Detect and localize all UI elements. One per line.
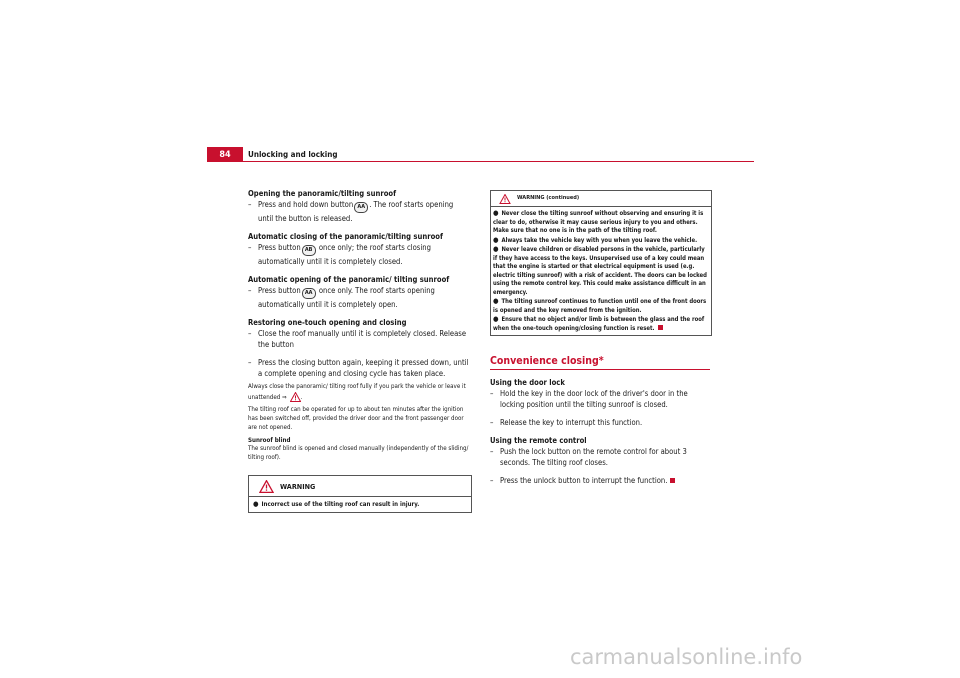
warning-item (493, 245, 709, 297)
key-aa-icon: AA (302, 288, 316, 299)
bullet-icon: ● (493, 297, 499, 305)
step-text: Release the key to interrupt this function. (500, 418, 643, 427)
dash: – (248, 243, 252, 252)
key-ab-icon: AB (302, 245, 316, 256)
warning-continued-body (491, 207, 711, 335)
dash: – (248, 329, 252, 338)
warning-box (248, 475, 472, 514)
dash: – (248, 286, 252, 295)
note-text: Always close the panoramic/ tilting roof fully if you park the vehicle or leave it unattended ⇒ (248, 383, 466, 401)
warning-item (253, 500, 467, 510)
bullet-icon: ● (493, 315, 499, 323)
warning-item-text: Incorrect use of the tilting roof can result in injury. (261, 500, 420, 508)
step-restoring-1 (248, 328, 470, 350)
running-head: Unlocking and locking (248, 150, 338, 159)
step-text: Push the lock button on the remote control for about 3 seconds. The tilting roof closes. (500, 447, 687, 467)
step-auto-closing (248, 242, 470, 267)
warning-item (493, 297, 709, 315)
warning-continued-title: WARNING (continued) (517, 195, 580, 201)
heading-opening: Opening the panoramic/tilting sunroof (248, 189, 397, 198)
heading-auto-closing: Automatic closing of the panoramic/tilting sunroof (248, 232, 443, 241)
left-column (248, 188, 470, 513)
watermark: carmanualsonline.info (570, 645, 803, 669)
warning-continued-header (491, 191, 711, 206)
step-restoring-2 (248, 357, 470, 379)
warning-item-text: Never leave children or disabled persons in the vehicle, particularly if they have access to the keys. Unsupervised use of a key could mean that the engine is started or that electrical equipment is used (e.g. electric tilting sunroof) with a risk of accident. The doors can be locked using the remote control key. This could make assistance difficult in an emergency. (493, 247, 707, 296)
end-marker-icon (670, 478, 675, 483)
warning-header (249, 476, 471, 496)
right-column-warning (490, 190, 710, 336)
step-text: Press the unlock button to interrupt the function. (500, 476, 668, 485)
end-marker-icon (658, 325, 663, 330)
warning-triangle-icon (290, 392, 301, 402)
step-text: . The roof starts opening until the button is released. (258, 200, 454, 223)
step-text: Press the closing button again, keeping it pressed down, until a complete opening and closing cycle has taken place. (258, 358, 469, 378)
note-close-roof (248, 383, 470, 402)
bullet-icon: ● (253, 499, 259, 508)
warning-triangle-icon (499, 194, 511, 204)
warning-item (493, 236, 709, 246)
section-rule (490, 369, 710, 370)
note-ignition: The tilting roof can be operated for up to about ten minutes after the ignition has been switched off, provided the driver door and the front passenger door are not opened. (248, 406, 464, 431)
warning-item-text: The tilting sunroof continues to function until one of the front doors is opened and the key removed from the ignition. (493, 299, 707, 314)
right-column-convenience (490, 377, 712, 486)
step-text: Press button (258, 286, 301, 295)
step-text: Press and hold down button (258, 200, 354, 209)
warning-item (493, 315, 709, 333)
warning-title: WARNING (280, 481, 316, 491)
note-sunroof-blind: The sunroof blind is opened and closed manually (independently of the sliding/ tilting roof). (248, 445, 469, 461)
step-door-lock-2 (490, 417, 712, 428)
dash: – (490, 476, 494, 485)
dash: – (248, 200, 252, 209)
bullet-icon: ● (493, 209, 499, 217)
page-number: 84 (219, 149, 231, 160)
section-title-convenience-closing: Convenience closing* (490, 355, 604, 367)
header-rule (207, 161, 754, 162)
key-aa-icon: AA (354, 202, 368, 213)
heading-remote-control: Using the remote control (490, 436, 587, 445)
step-text: once only; the roof starts closing automatically until it is completely closed. (258, 243, 431, 266)
note-sunroof-blind-title: Sunroof blind (248, 436, 291, 444)
page-number-box (207, 147, 243, 162)
warning-body (249, 497, 471, 513)
step-opening (248, 199, 470, 224)
bullet-icon: ● (493, 245, 499, 253)
step-text: Close the roof manually until it is completely closed. Release the button (258, 329, 467, 349)
warning-triangle-icon (259, 480, 274, 493)
step-remote-1 (490, 446, 712, 468)
note-end: . (300, 393, 303, 401)
step-door-lock-1 (490, 388, 712, 410)
heading-door-lock: Using the door lock (490, 378, 565, 387)
warning-item-text: Always take the vehicle key with you when you leave the vehicle. (501, 237, 698, 244)
step-text: Press button (258, 243, 301, 252)
step-auto-opening (248, 285, 470, 310)
dash: – (490, 447, 494, 456)
bullet-icon: ● (493, 235, 499, 244)
warning-item-text: Never close the tilting sunroof without observing and ensuring it is clear to do, otherwise it may cause serious injury to you and others. Make sure that no one is in the path of the tilting roof. (493, 211, 704, 234)
warning-continued-box (490, 190, 712, 336)
warning-item (493, 209, 709, 236)
heading-auto-opening: Automatic opening of the panoramic/ tilting sunroof (248, 275, 450, 284)
dash: – (248, 358, 252, 367)
dash: – (490, 418, 494, 427)
heading-restoring: Restoring one-touch opening and closing (248, 318, 407, 327)
step-text: once only. The roof starts opening automatically until it is completely open. (258, 286, 435, 309)
dash: – (490, 389, 494, 398)
step-remote-2 (490, 475, 712, 486)
warning-item-text: Ensure that no object and/or limb is between the glass and the roof when the one-touch opening/closing function is reset. (493, 317, 705, 332)
step-text: Hold the key in the door lock of the driver's door in the locking position until the tilting sunroof is closed. (500, 389, 688, 409)
